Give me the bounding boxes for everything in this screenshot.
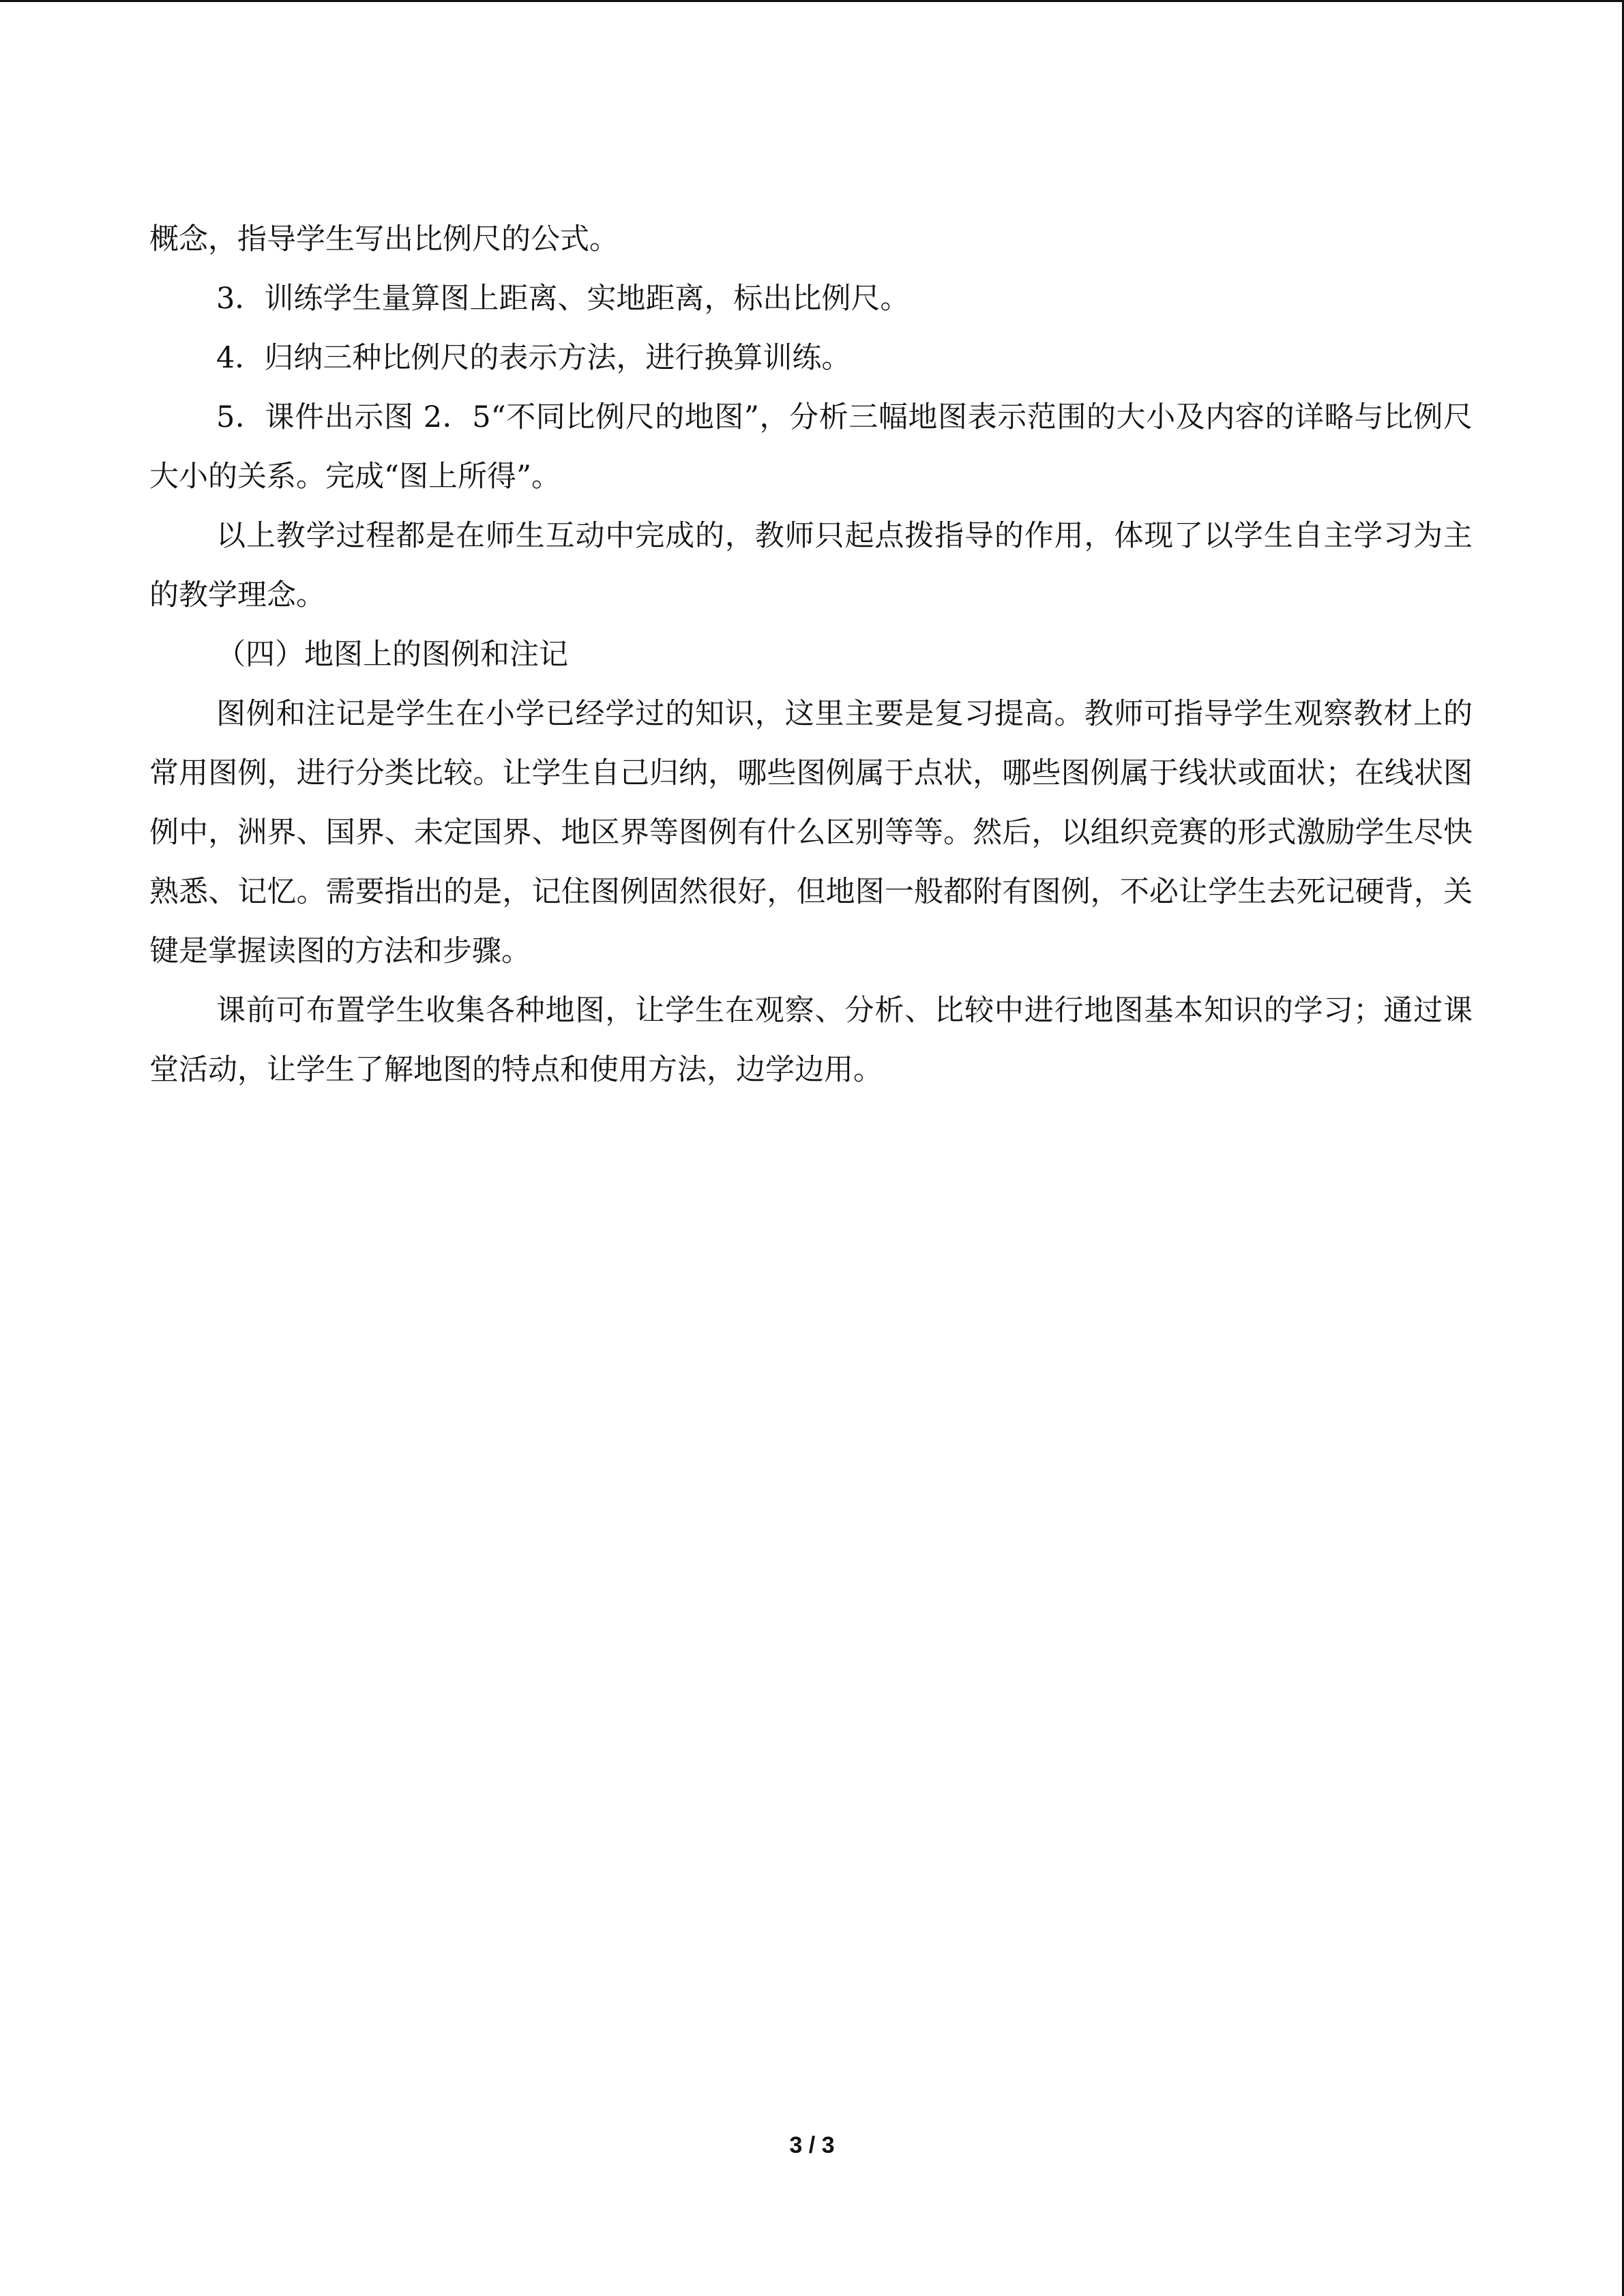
- paragraph-step-3: 3．训练学生量算图上距离、实地距离，标出比例尺。: [216, 282, 910, 316]
- paragraph-step-5: 5．课件出示图 2．5“不同比例尺的地图”，分析三幅地图表示范围的大小及内容的详略与比例尺大小的关系。完成“图上所得”。: [149, 400, 1473, 494]
- page-number: 3 / 3: [789, 2132, 835, 2158]
- section-heading-legend: （四）地图上的图例和注记: [216, 638, 568, 672]
- paragraph-summary: 以上教学过程都是在师生互动中完成的，教师只起点拨指导的作用，体现了以学生自主学习为主的教学理念。: [149, 519, 1473, 612]
- paragraph-scale-concept: 概念，指导学生写出比例尺的公式。: [149, 222, 619, 256]
- paragraph-legend-notes: 图例和注记是学生在小学已经学过的知识，这里主要是复习提高。教师可指导学生观察教材上的常用图例，进行分类比较。让学生自己归纳，哪些图例属于点状，哪些图例属于线状或面状；在线状图例中，洲界、国界、未定国界、地区界等图例有什么区别等等。然后，以组织竞赛的形式激励学生尽快熟悉、记忆。需要指出的是，记住图例固然很好，但地图一般都附有图例，不必让学生去死记硬背，关键是掌握读图的方法和步骤。: [149, 697, 1473, 968]
- paragraph-step-4: 4．归纳三种比例尺的表示方法，进行换算训练。: [216, 341, 851, 375]
- document-body: [149, 210, 1473, 1100]
- paragraph-map-collection: 课前可布置学生收集各种地图，让学生在观察、分析、比较中进行地图基本知识的学习；通过课堂活动，让学生了解地图的特点和使用方法，边学边用。: [149, 994, 1473, 1087]
